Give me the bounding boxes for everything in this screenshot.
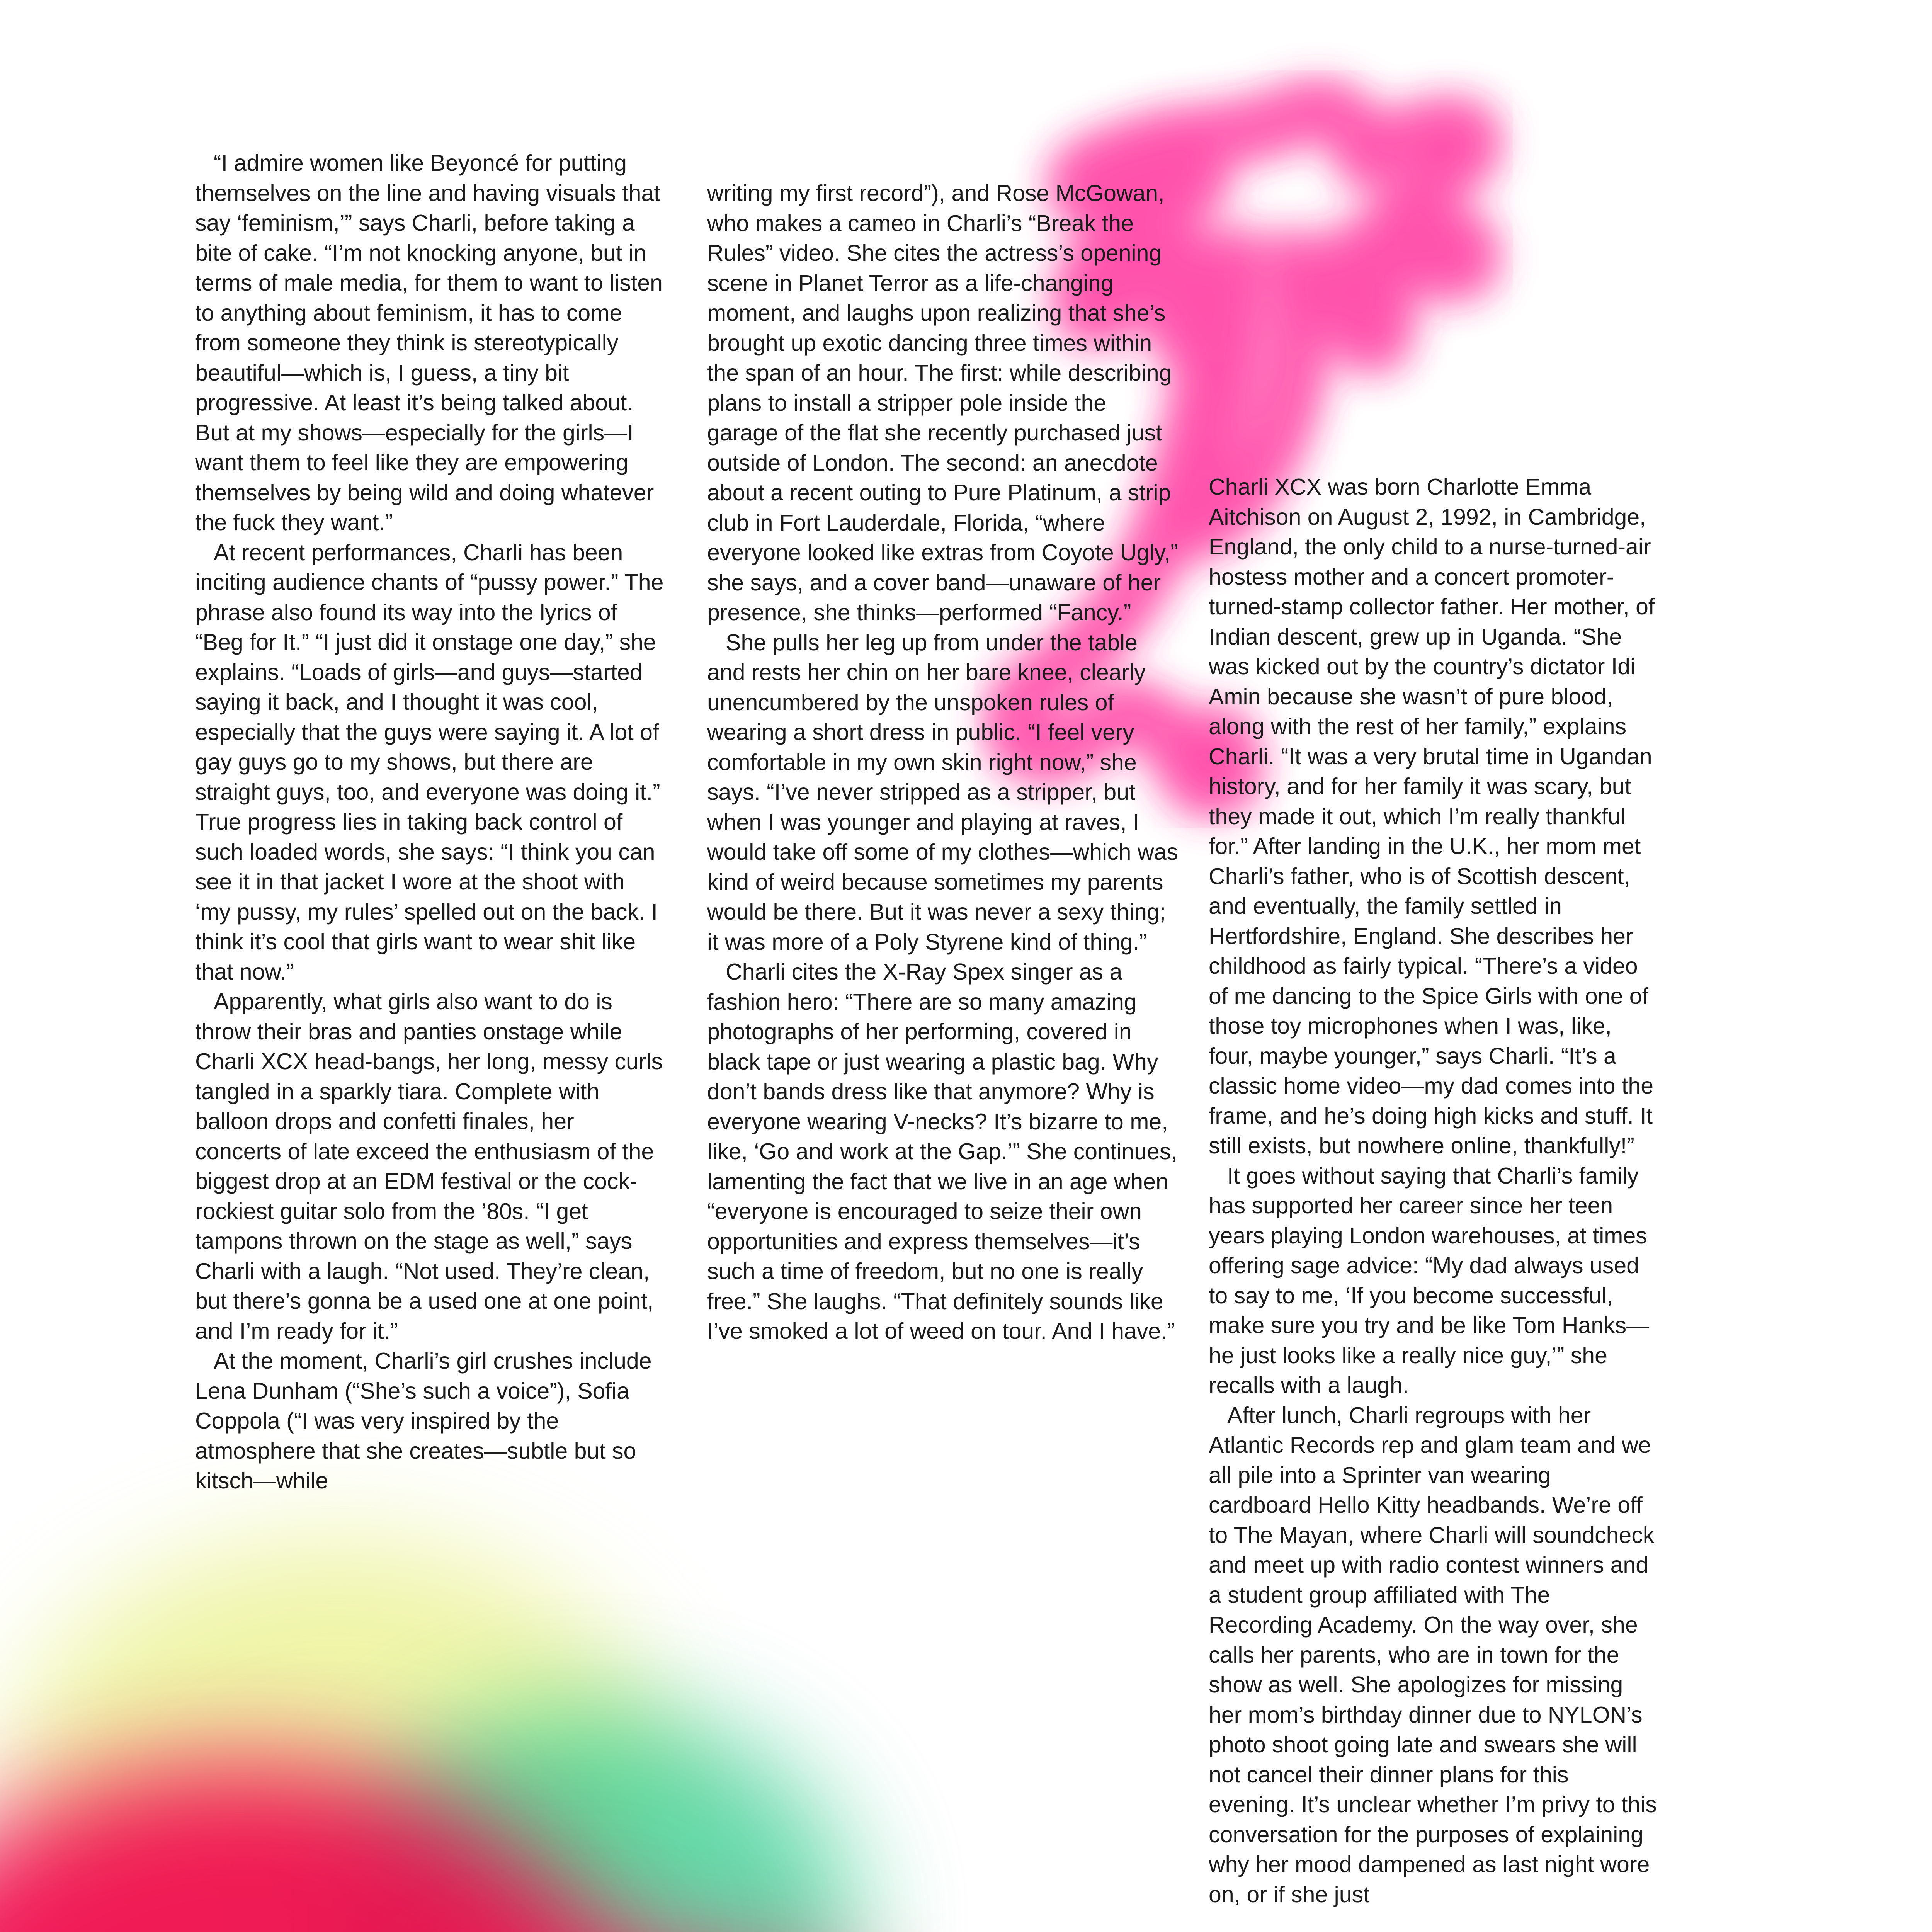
article-paragraph: After lunch, Charli regroups with her Atlantic Records rep and glam team and we all pile into a Sprinter van wearing cardboard Hello Kitty headbands. We’re off to The Mayan, where Charli will soundcheck and meet up with radio contest winners and a student group affiliated with The Recording Academy. On the way over, she calls her parents, who are in town for the show as well. She apologizes for missing her mom’s birthday dinner due to NYLON’s photo shoot going late and swears she will not cancel their dinner plans for this evening. It’s unclear whether I’m privy to this conversation for the purposes of explaining why her mood dampened as last night wore on, or if she just [1209, 1402, 1657, 1907]
article-paragraph: Charli cites the X-Ray Spex singer as a fashion hero: “There are so many amazing photographs of her performing, covered in black tape or just wearing a plastic bag. Why don’t bands dress like that anymore? Why is everyone wearing V-necks? It’s bizarre to me, like, ‘Go and work at the Gap.’” She continues, lamenting the fact that we live in an age when “everyone is encouraged to seize their own opportunities and express themselves—it’s such a time of freedom, but no one is really free.” She laughs. “That definitely sounds like I’ve smoked a lot of weed on tour. And I have.” [707, 959, 1177, 1344]
article-paragraph: It goes without saying that Charli’s family has supported her career since her teen years playing London warehouses, at times offering sage advice: “My dad always used to say to me, ‘If you become successful, make sure you try and be like Tom Hanks—he just looks like a really nice guy,’” she recalls with a laugh. [1209, 1163, 1650, 1398]
article-column-3 [1209, 472, 1659, 1910]
article-paragraph: She pulls her leg up from under the table and rests her chin on her bare knee, clearly unencumbered by the unspoken rules of wearing a short dress in public. “I feel very comfortable in my own skin right now,” she says. “I’ve never stripped as a stripper, but when I was younger and playing at raves, I would take off some of my clothes—which was kind of weird because sometimes my parents would be there. But it was never a sexy thing; it was more of a Poly Styrene kind of thing.” [707, 629, 1178, 955]
article-column-1 [195, 148, 665, 1496]
article-paragraph: Charli XCX was born Charlotte Emma Aitchison on August 2, 1992, in Cambridge, England, the only child to a nurse-turned-air hostess mother and a concert promoter-turned-stamp collector father. Her mother, of Indian descent, grew up in Uganda. “She was kicked out by the country’s dictator Idi Amin because she wasn’t of pure blood, along with the rest of her family,” explains Charli. “It was a very brutal time in Ugandan history, and for her family it was scary, but they made it out, which I’m really thankful for.” After landing in the U.K., her mom met Charli’s father, who is of Scottish descent, and eventually, the family settled in Hertfordshire, England. She describes her childhood as fairly typical. “There’s a video of me dancing to the Spice Girls with one of those toy microphones when I was, like, four, maybe younger,” says Charli. “It’s a classic home video—my dad comes into the frame, and he’s doing high kicks and stuff. It still exists, but nowhere online, thankfully!” [1209, 474, 1655, 1158]
article-paragraph: “I admire women like Beyoncé for putting themselves on the line and having visuals that say ‘feminism,’” says Charli, before taking a bite of cake. “I’m not knocking anyone, but in terms of male media, for them to want to listen to anything about feminism, it has to come from someone they think is stereotypically beautiful—which is, I guess, a tiny bit progressive. At least it’s being talked about. But at my shows—especially for the girls—I want them to feel like they are empowering themselves by being wild and doing whatever the fuck they want.” [195, 150, 663, 535]
article-paragraph: writing my first record”), and Rose McGowan, who makes a cameo in Charli’s “Break the Rules” video. She cites the actress’s opening scene in Planet Terror as a life-changing moment, and laughs upon realizing that she’s brought up exotic dancing three times within the span of an hour. The first: while describing plans to install a stripper pole inside the garage of the flat she recently purchased just outside of London. The second: an anecdote about a recent outing to Pure Platinum, a strip club in Fort Lauderdale, Florida, “where everyone looked like extras from Coyote Ugly,” she says, and a cover band—unaware of her presence, she thinks—performed “Fancy.” [707, 180, 1178, 625]
article-paragraph: At the moment, Charli’s girl crushes include Lena Dunham (“She’s such a voice”), Sofia Coppola (“I was very inspired by the atmosphere that she creates—subtle but so kitsch—while [195, 1348, 652, 1493]
article-paragraph: Apparently, what girls also want to do is throw their bras and panties onstage while Charli XCX head-bangs, her long, messy curls tangled in a sparkly tiara. Complete with balloon drops and confetti finales, her concerts of late exceed the enthusiasm of the biggest drop at an EDM festival or the cock-rockiest guitar solo from the ’80s. “I get tampons thrown on the stage as well,” says Charli with a laugh. “Not used. They’re clean, but there’s gonna be a used one at one point, and I’m ready for it.” [195, 989, 663, 1344]
article-paragraph: At recent performances, Charli has been inciting audience chants of “pussy power.” The phrase also found its way into the lyrics of “Beg for It.” “I just did it onstage one day,” she explains. “Loads of girls—and guys—started saying it back, and I thought it was cool, especially that the guys were saying it. A lot of gay guys go to my shows, but there are straight guys, too, and everyone was doing it.” True progress lies in taking back control of such loaded words, she says: “I think you can see it in that jacket I wore at the shoot with ‘my pussy, my rules’ spelled out on the back. I think it’s cool that girls want to wear shit like that now.” [195, 539, 664, 985]
article-column-2 [707, 179, 1179, 1347]
